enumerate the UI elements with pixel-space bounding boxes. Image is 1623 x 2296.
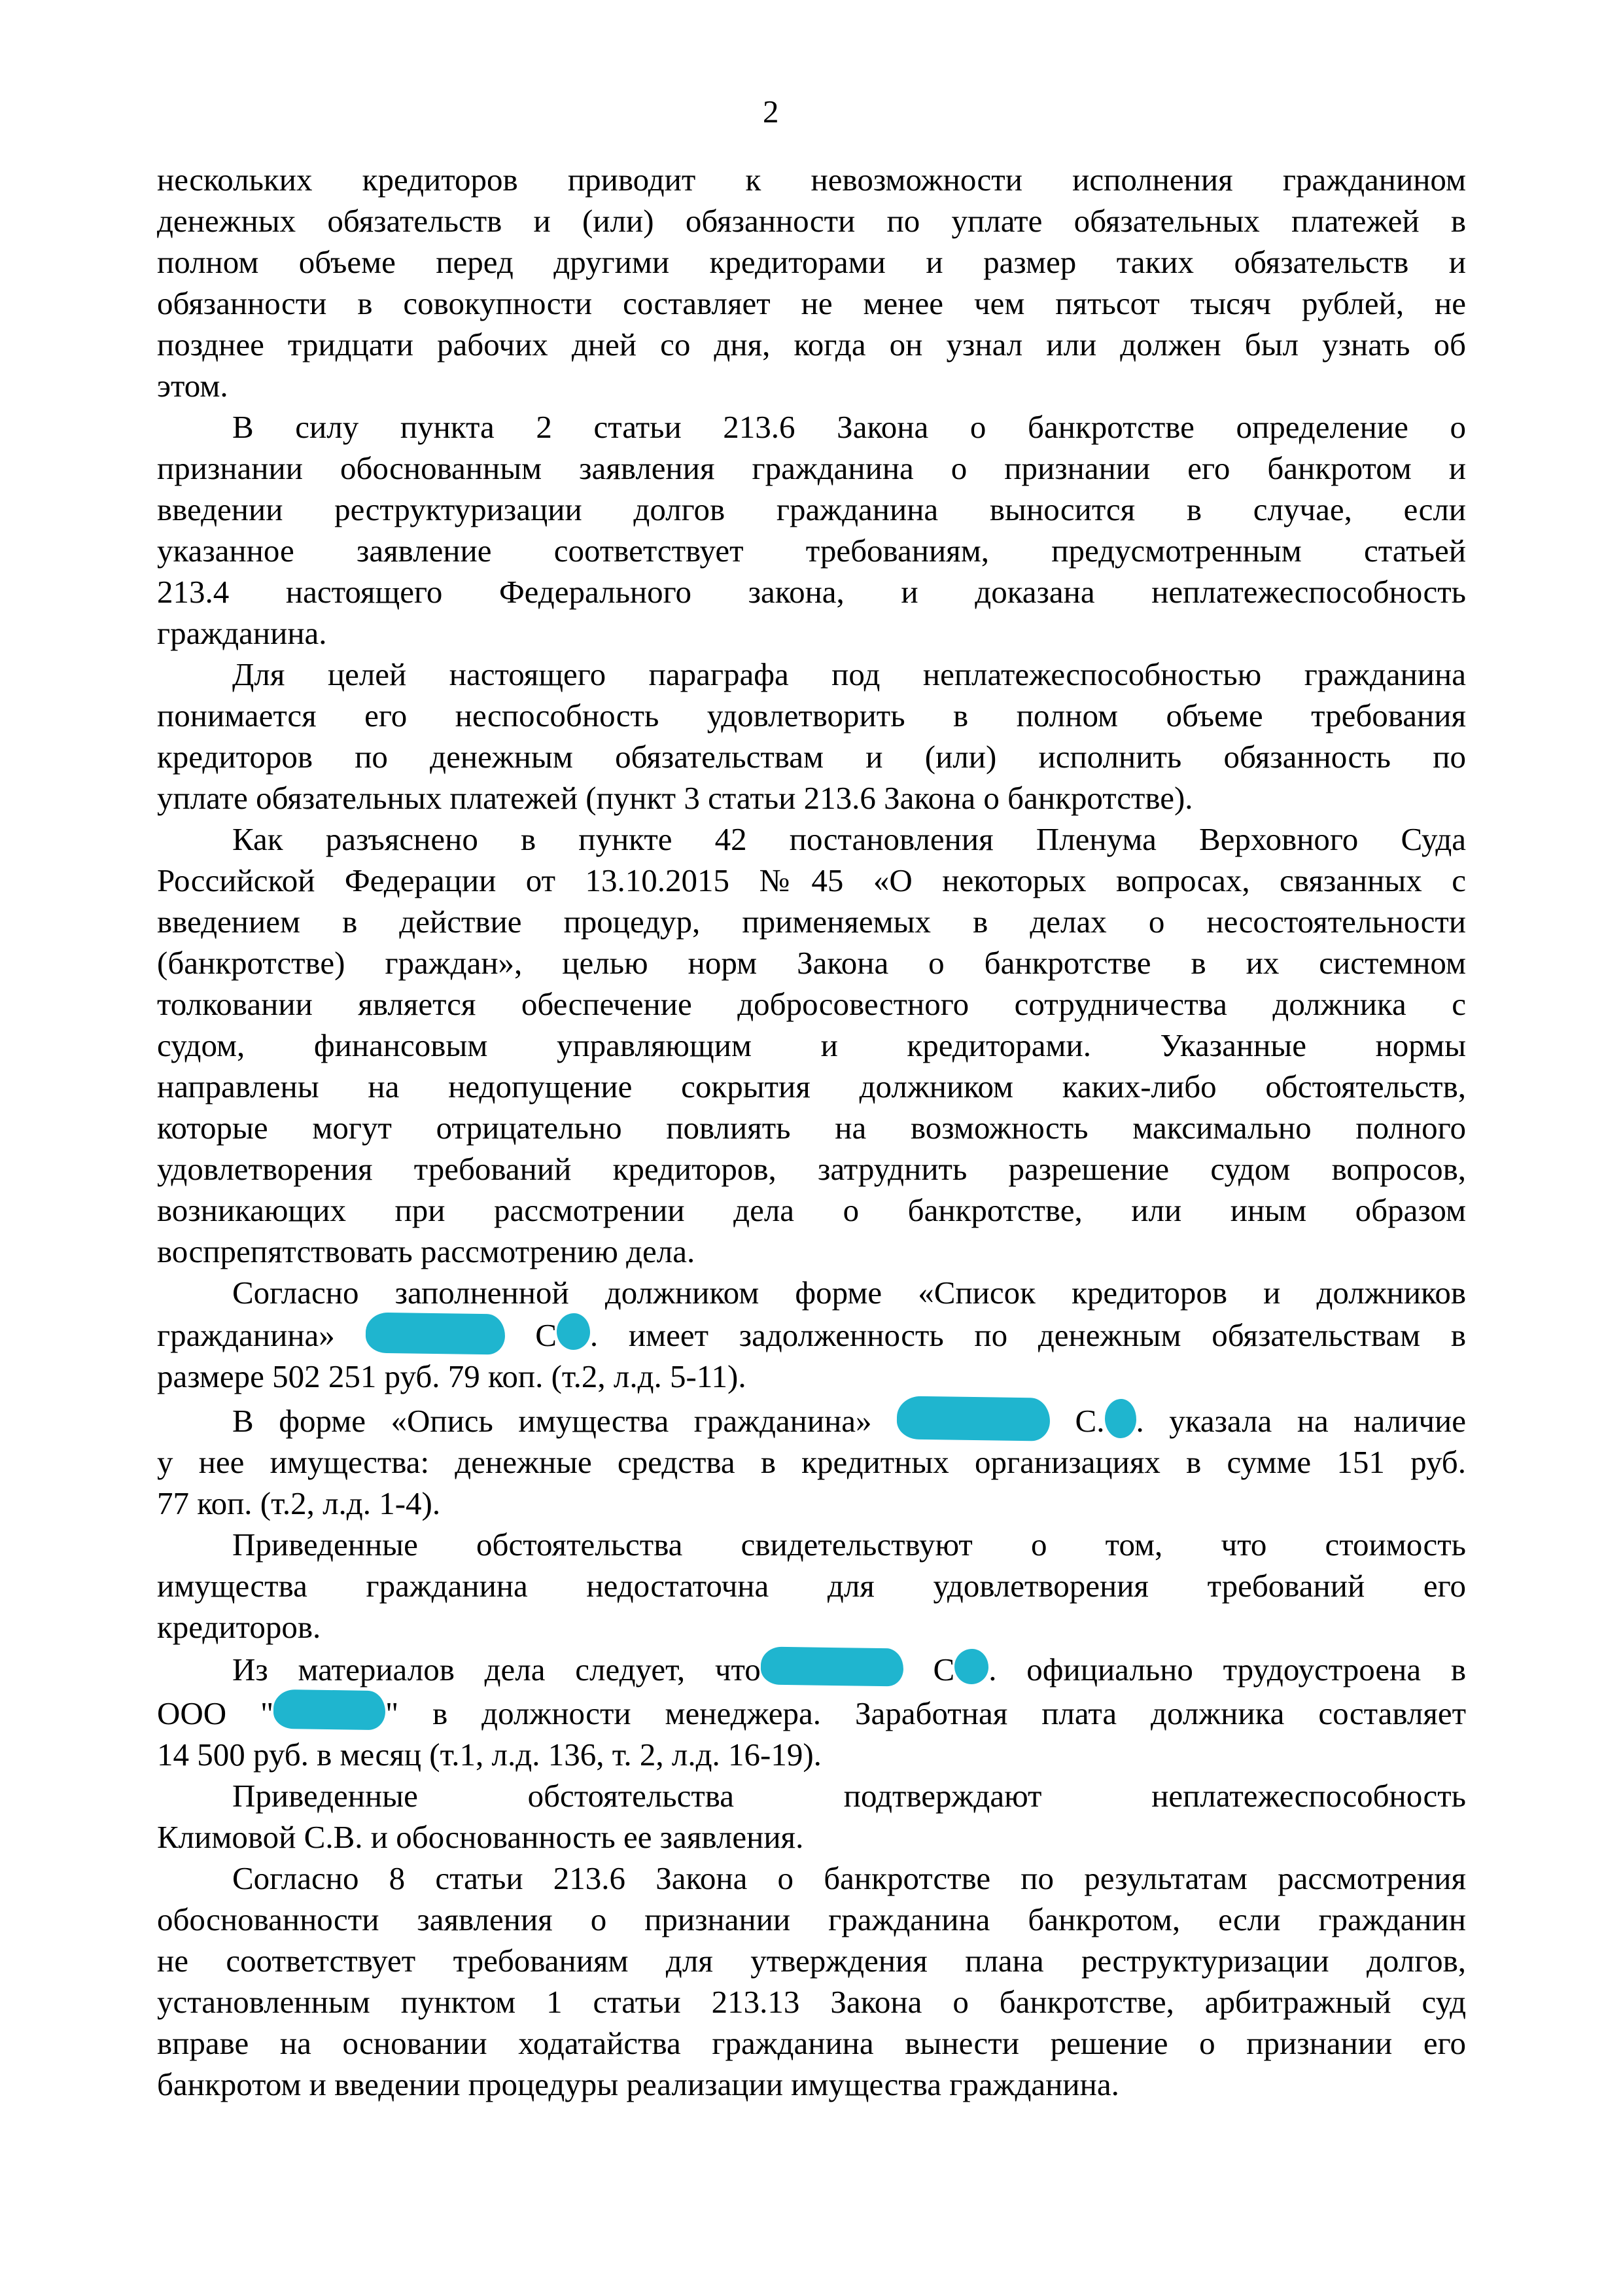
document-body <box>157 159 1466 2105</box>
paragraph <box>157 159 1466 406</box>
text-line <box>157 1816 1466 1858</box>
text-line <box>157 1940 1466 1981</box>
text-line <box>157 1775 1466 1816</box>
text-segment: Российской Федерации от 13.10.2015 №45 «О некоторых вопросах, связанных с <box>157 862 1466 898</box>
text-segment: Приведенные обстоятельства свидетельствуют о том, что стоимость <box>232 1527 1466 1563</box>
text-segment: у нее имущества: денежные средства в кредитных организациях в сумме 151 руб. <box>157 1444 1466 1480</box>
text-line <box>157 1858 1466 1899</box>
text-line <box>157 1148 1466 1190</box>
text-segment: уплате обязательных платежей (пункт 3 статьи 213.6 Закона о банкротстве). <box>157 780 1193 816</box>
paragraph <box>157 1858 1466 2105</box>
text-line <box>157 365 1466 406</box>
text-line <box>157 612 1466 654</box>
redacted-initial-redaction-mark <box>557 1313 590 1350</box>
text-segment: этом. <box>157 368 228 404</box>
text-segment: С <box>504 1317 557 1353</box>
paragraph <box>157 1272 1466 1397</box>
text-segment: указанное заявление соответствует требованиям, предусмотренным статьей <box>157 533 1466 569</box>
text-line <box>157 1648 1466 1690</box>
text-segment: 213.4 настоящего Федерального закона, и доказана неплатежеспособность <box>157 574 1466 610</box>
text-line <box>157 1272 1466 1313</box>
text-line <box>157 2064 1466 2105</box>
text-segment: обоснованности заявления о признании гражданина банкротом, если гражданин <box>157 1901 1466 1937</box>
text-segment: гражданина. <box>157 615 327 651</box>
text-line <box>157 489 1466 530</box>
text-segment: Согласно заполненной должником форме «Список кредиторов и должников <box>232 1275 1466 1311</box>
text-line <box>157 283 1466 324</box>
paragraph <box>157 406 1466 654</box>
text-line <box>157 777 1466 819</box>
text-line <box>157 1397 1466 1441</box>
text-segment: Для целей настоящего параграфа под неплатежеспособностью гражданина <box>232 656 1466 692</box>
text-line <box>157 2022 1466 2064</box>
redacted-surname-redaction-mark <box>365 1313 505 1355</box>
text-line <box>157 241 1466 283</box>
text-segment: введении реструктуризации долгов гражданина выносится в случае, если <box>157 491 1466 527</box>
text-segment: В силу пункта 2 статьи 213.6 Закона о банкротстве определение о <box>232 409 1466 445</box>
text-segment: удовлетворения требований кредиторов, затруднить разрешение судом вопросов, <box>157 1151 1466 1187</box>
text-segment: кредиторов по денежным обязательствам и (или) исполнить обязанность по <box>157 739 1466 775</box>
text-segment: имущества гражданина недостаточна для удовлетворения требований его <box>157 1568 1466 1604</box>
text-segment: возникающих при рассмотрении дела о банкротстве, или иным образом <box>157 1192 1466 1228</box>
redacted-surname-redaction-mark <box>760 1646 903 1686</box>
text-segment: судом, финансовым управляющим и кредиторами. Указанные нормы <box>157 1027 1466 1063</box>
text-segment: направлены на недопущение сокрытия должником каких-либо обстоятельств, <box>157 1069 1466 1104</box>
text-segment: не соответствует требованиям для утверждения плана реструктуризации долгов, <box>157 1943 1466 1979</box>
text-line <box>157 1025 1466 1066</box>
text-segment: введением в действие процедур, применяемых в делах о несостоятельности <box>157 904 1466 940</box>
text-line <box>157 695 1466 736</box>
text-segment: понимается его неспособность удовлетворить в полном объеме требования <box>157 698 1466 733</box>
text-line <box>157 406 1466 448</box>
text-segment: Как разъяснено в пункте 42 постановления Пленума Верховного Суда <box>232 821 1466 857</box>
text-segment: вправе на основании ходатайства гражданина вынести решение о признании его <box>157 2025 1466 2061</box>
text-segment: размере 502 251 руб. 79 коп. (т.2, л.д. 5-11). <box>157 1358 746 1394</box>
text-segment: " в должности менеджера. Заработная плата должника составляет <box>385 1695 1466 1731</box>
paragraph <box>157 1397 1466 1524</box>
text-line <box>157 1899 1466 1940</box>
text-segment: которые могут отрицательно повлиять на возможность максимально полного <box>157 1110 1466 1146</box>
paragraph <box>157 1648 1466 1775</box>
text-line <box>157 1231 1466 1272</box>
text-line <box>157 942 1466 983</box>
text-line <box>157 819 1466 860</box>
text-line <box>157 324 1466 365</box>
text-segment: . официально трудоустроена в <box>988 1651 1466 1687</box>
text-segment: В форме «Опись имущества гражданина» <box>232 1403 898 1439</box>
text-segment: толковании является обеспечение добросовестного сотрудничества должника с <box>157 986 1466 1022</box>
paragraph <box>157 819 1466 1272</box>
text-line <box>157 1483 1466 1524</box>
redacted-initial-redaction-mark <box>954 1649 988 1684</box>
text-segment: Приведенные обстоятельства подтверждают неплатежеспособность <box>232 1778 1466 1814</box>
text-segment: денежных обязательств и (или) обязанности по уплате обязательных платежей в <box>157 203 1466 239</box>
paragraph <box>157 654 1466 819</box>
page-number: 2 <box>763 94 779 130</box>
text-line <box>157 983 1466 1025</box>
text-line <box>157 1107 1466 1148</box>
text-segment: Климовой С.В. и обоснованность ее заявления. <box>157 1819 804 1855</box>
text-segment: гражданина» <box>157 1317 366 1353</box>
redacted-surname-redaction-mark <box>897 1396 1051 1441</box>
text-line <box>157 530 1466 571</box>
text-segment: 14 500 руб. в месяц (т.1, л.д. 136, т. 2, л.д. 16-19). <box>157 1737 822 1773</box>
text-segment: воспрепятствовать рассмотрению дела. <box>157 1233 695 1269</box>
redacted-initial-redaction-mark <box>1105 1399 1136 1438</box>
text-segment: . указала на наличие <box>1136 1403 1466 1439</box>
text-segment: нескольких кредиторов приводит к невозможности исполнения гражданином <box>157 162 1466 198</box>
text-segment: позднее тридцати рабочих дней со дня, когда он узнал или должен был узнать об <box>157 327 1466 362</box>
text-segment: установленным пунктом 1 статьи 213.13 Закона о банкротстве, арбитражный суд <box>157 1984 1466 2020</box>
text-line <box>157 901 1466 942</box>
text-line <box>157 1356 1466 1397</box>
text-segment: обязанности в совокупности составляет не менее чем пятьсот тысяч рублей, не <box>157 285 1466 321</box>
text-line <box>157 1313 1466 1356</box>
text-segment: полном объеме перед другими кредиторами и размер таких обязательств и <box>157 244 1466 280</box>
text-line <box>157 1606 1466 1648</box>
text-line <box>157 1190 1466 1231</box>
paragraph <box>157 1775 1466 1858</box>
paragraph <box>157 1524 1466 1648</box>
text-line <box>157 736 1466 777</box>
text-segment: Из материалов дела следует, что <box>232 1651 761 1687</box>
text-line <box>157 1981 1466 2022</box>
text-segment: ООО " <box>157 1695 274 1731</box>
text-line <box>157 1066 1466 1107</box>
text-line <box>157 1690 1466 1734</box>
text-line <box>157 1734 1466 1775</box>
text-line <box>157 448 1466 489</box>
text-segment: 77 коп. (т.2, л.д. 1-4). <box>157 1485 441 1521</box>
text-segment: Согласно 8 статьи 213.6 Закона о банкротстве по результатам рассмотрения <box>232 1860 1466 1896</box>
text-segment: (банкротстве) граждан», целью норм Закона о банкротстве в их системном <box>157 945 1466 981</box>
text-line <box>157 860 1466 901</box>
text-segment: кредиторов. <box>157 1609 321 1645</box>
text-line <box>157 200 1466 241</box>
text-segment: С. <box>1050 1403 1105 1439</box>
redacted-company-redaction-mark <box>273 1689 386 1730</box>
text-line <box>157 571 1466 612</box>
text-segment: . имеет задолженность по денежным обязательствам в <box>589 1317 1467 1353</box>
text-line <box>157 654 1466 695</box>
text-segment: признании обоснованным заявления гражданина о признании его банкротом и <box>157 450 1466 486</box>
text-segment: банкротом и введении процедуры реализации имущества гражданина. <box>157 2066 1119 2102</box>
text-line <box>157 159 1466 200</box>
text-line <box>157 1565 1466 1606</box>
text-line <box>157 1524 1466 1565</box>
text-segment: С <box>903 1651 955 1687</box>
text-line <box>157 1441 1466 1483</box>
